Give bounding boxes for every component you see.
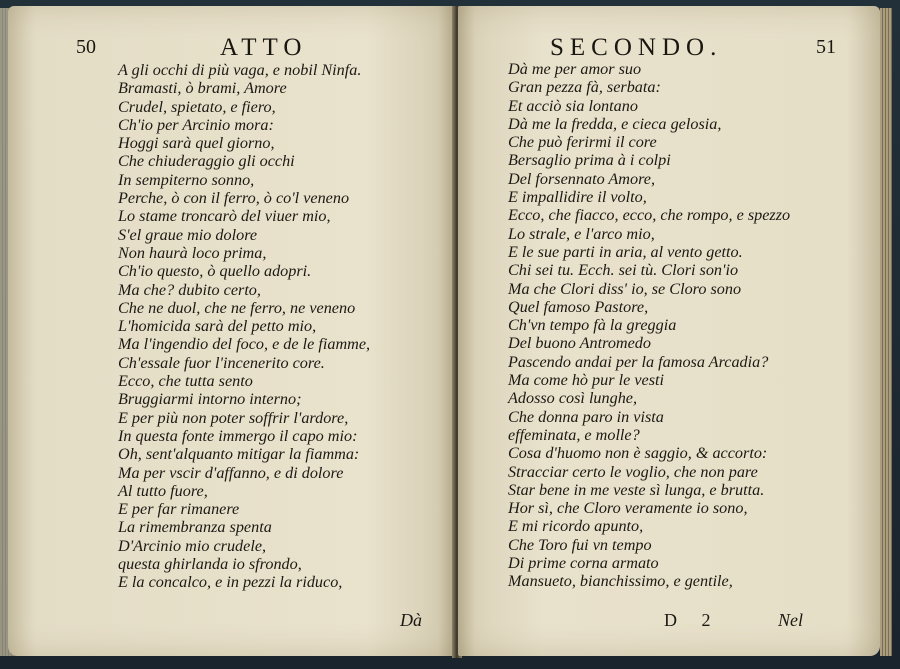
text-line: In questa fonte immergo il capo mio:	[118, 426, 358, 445]
text-line: Gran pezza fà, serbata:	[508, 78, 661, 97]
text-line: A gli occhi di più vaga, e nobil Ninfa.	[118, 61, 362, 79]
text-line: Del forsennato Amore,	[508, 169, 656, 188]
text-line: Hoggi sarà quel giorno,	[118, 134, 275, 153]
text-line: Ecco, che tutta sento	[118, 372, 253, 391]
text-line: Bersaglio prima à i colpi	[508, 151, 671, 170]
text-line: Ch'vn tempo fà la greggia	[508, 316, 677, 335]
text-line: Ch'io per Arcinio mora:	[118, 115, 274, 134]
text-line: Che donna paro in vista	[508, 407, 664, 426]
text-line: E mi ricordo apunto,	[508, 517, 644, 536]
text-line: Star bene in me veste sì lunga, e brutta.	[508, 480, 765, 499]
text-line: Al tutto fuore,	[118, 481, 208, 500]
text-line: E la concalco, e in pezzi la riduco,	[118, 573, 343, 592]
text-line: Lo strale, e l'arco mio,	[508, 224, 655, 243]
text-line: Chi sei tu. Ecch. sei tù. Clori son'io	[508, 261, 739, 280]
text-line: Quel famoso Pastore,	[508, 297, 649, 316]
text-line: Ma per vscir d'affanno, e di dolore	[118, 463, 344, 482]
text-line: Non haurà loco prima,	[118, 243, 267, 262]
text-line: Ch'essale fuor l'incenerito core.	[118, 353, 325, 372]
text-line: E per far rimanere	[118, 500, 240, 519]
text-line: L'homicida sarà del petto mio,	[118, 317, 317, 336]
text-line: Perche, ò con il ferro, ò co'l veneno	[118, 189, 350, 208]
text-line: Ma l'ingendio del foco, e de le fiamme,	[118, 335, 371, 354]
text-line: effeminata, e molle?	[508, 425, 640, 444]
text-line: S'el graue mio dolore	[118, 225, 258, 244]
text-line: D'Arcinio mio crudele,	[118, 536, 267, 555]
text-line: Bruggiarmi intorno interno;	[118, 390, 302, 409]
right-running-head: SECONDO.	[550, 34, 723, 61]
text-line: Pascendo andai per la famosa Arcadia?	[508, 352, 769, 371]
text-line: E per più non poter soffrir l'ardore,	[118, 408, 349, 427]
left-page-number: 50	[76, 36, 96, 58]
text-line: Oh, sent'alquanto mitigar la fiamma:	[118, 445, 360, 464]
text-line: Del buono Antromedo	[508, 334, 651, 353]
right-page	[458, 6, 880, 656]
text-line: Cosa d'huomo non è saggio, & accorto:	[508, 444, 768, 463]
text-line: Crudel, spietato, e fiero,	[118, 97, 276, 116]
text-line: Ma come hò pur le vesti	[508, 371, 664, 390]
text-line: La rimembranza spenta	[118, 518, 272, 537]
text-line: Ma che? dubito certo,	[118, 280, 261, 299]
right-page-text	[508, 60, 790, 591]
right-catchword: Nel	[778, 610, 803, 630]
text-line: Adosso così lunghe,	[508, 389, 638, 408]
text-line: Che ne duol, che ne ferro, ne veneno	[118, 298, 356, 317]
text-line: Dà me la fredda, e cieca gelosia,	[508, 114, 722, 133]
text-line: E impallidire il volto,	[508, 188, 647, 207]
text-line: Et acciò sia lontano	[508, 96, 638, 115]
text-line: Stracciar certo le voglio, che non pare	[508, 462, 758, 481]
right-page-number: 51	[816, 36, 836, 58]
text-line: Di prime corna armato	[508, 554, 659, 573]
text-line: Ecco, che fiacco, ecco, che rompo, e spezzo	[508, 206, 791, 225]
text-line: E le sue parti in aria, al vento getto.	[508, 242, 743, 261]
left-page	[8, 6, 456, 656]
text-line: Bramasti, ò brami, Amore	[118, 79, 287, 98]
text-line: Lo stame troncarò del viuer mio,	[118, 207, 331, 226]
text-line: Ch'io questo, ò quello adopri.	[118, 262, 312, 281]
text-line: In sempiterno sonno,	[118, 170, 255, 189]
text-line: Hor sì, che Cloro veramente io sono,	[508, 499, 748, 518]
text-line: Mansueto, bianchissimo, e gentile,	[508, 572, 733, 591]
text-line: Che chiuderaggio gli occhi	[118, 152, 295, 171]
signature-mark: D 2	[664, 610, 721, 630]
right-page-edges	[880, 8, 892, 656]
left-catchword: Dà	[400, 610, 422, 630]
text-line: Dà me per amor suo	[508, 60, 642, 78]
text-line: Ma che Clori diss' io, se Cloro sono	[508, 279, 742, 298]
left-running-head: ATTO	[220, 34, 308, 61]
text-line: Che può ferirmi il core	[508, 133, 657, 152]
text-line: questa ghirlanda io sfrondo,	[118, 555, 302, 574]
left-page-text	[118, 61, 370, 592]
text-line: Che Toro fui vn tempo	[508, 535, 652, 554]
